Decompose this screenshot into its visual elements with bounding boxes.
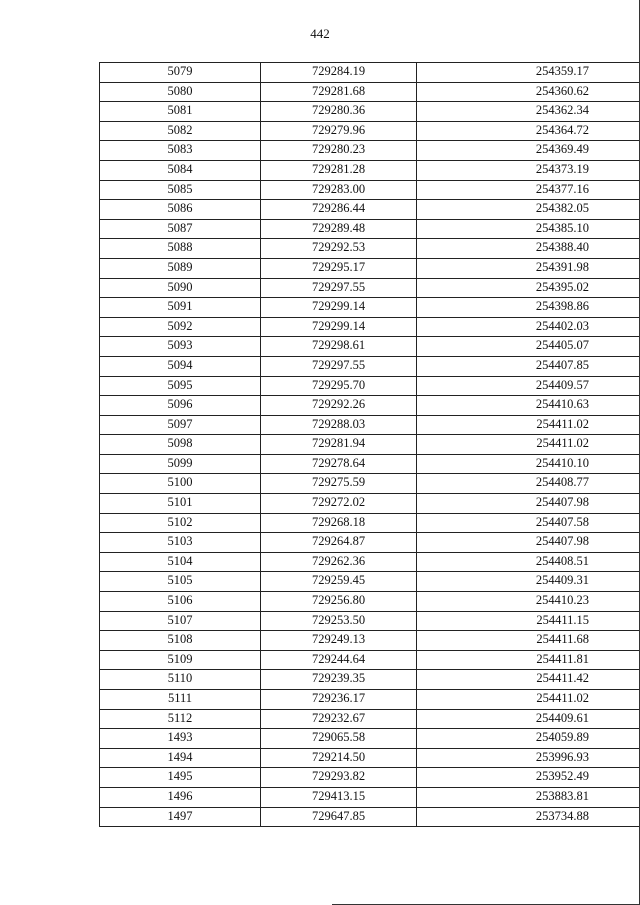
- table-row: [100, 631, 640, 651]
- table-row: [100, 709, 640, 729]
- table-row: [100, 787, 640, 807]
- x-coordinate-cell: 729295.17: [261, 258, 417, 278]
- x-coordinate-cell: 729286.44: [261, 200, 417, 220]
- table-row: [100, 533, 640, 553]
- table-row: [100, 63, 640, 83]
- table-row: [100, 200, 640, 220]
- point-id-cell: 5104: [100, 552, 261, 572]
- table-row: [100, 513, 640, 533]
- y-coordinate-cell: 254411.02: [417, 415, 640, 435]
- point-id-cell: 5084: [100, 160, 261, 180]
- x-coordinate-cell: 729275.59: [261, 474, 417, 494]
- y-coordinate-cell: 254411.02: [417, 435, 640, 455]
- page-number: 442: [310, 26, 330, 41]
- y-coordinate-cell: 253734.88: [417, 807, 640, 827]
- x-coordinate-cell: 729292.26: [261, 396, 417, 416]
- point-id-cell: 5107: [100, 611, 261, 631]
- y-coordinate-cell: 254411.68: [417, 631, 640, 651]
- x-coordinate-cell: 729253.50: [261, 611, 417, 631]
- x-coordinate-cell: 729249.13: [261, 631, 417, 651]
- x-coordinate-cell: 729244.64: [261, 650, 417, 670]
- x-coordinate-cell: 729214.50: [261, 748, 417, 768]
- y-coordinate-cell: 254402.03: [417, 317, 640, 337]
- y-coordinate-cell: 254407.98: [417, 494, 640, 514]
- x-coordinate-cell: 729292.53: [261, 239, 417, 259]
- table-row: [100, 592, 640, 612]
- x-coordinate-cell: 729298.61: [261, 337, 417, 357]
- x-coordinate-cell: 729295.70: [261, 376, 417, 396]
- point-id-cell: 5100: [100, 474, 261, 494]
- table-row: [100, 435, 640, 455]
- point-id-cell: 5109: [100, 650, 261, 670]
- table-row: [100, 317, 640, 337]
- point-id-cell: 5099: [100, 454, 261, 474]
- y-coordinate-cell: 254391.98: [417, 258, 640, 278]
- y-coordinate-cell: 253996.93: [417, 748, 640, 768]
- y-coordinate-cell: 254411.42: [417, 670, 640, 690]
- table-row: [100, 611, 640, 631]
- table-row: [100, 141, 640, 161]
- x-coordinate-cell: 729236.17: [261, 690, 417, 710]
- x-coordinate-cell: 729299.14: [261, 298, 417, 318]
- x-coordinate-cell: 729280.23: [261, 141, 417, 161]
- y-coordinate-cell: 254364.72: [417, 121, 640, 141]
- x-coordinate-cell: 729239.35: [261, 670, 417, 690]
- y-coordinate-cell: 254407.85: [417, 356, 640, 376]
- x-coordinate-cell: 729232.67: [261, 709, 417, 729]
- y-coordinate-cell: 254382.05: [417, 200, 640, 220]
- x-coordinate-cell: 729259.45: [261, 572, 417, 592]
- point-id-cell: 1496: [100, 787, 261, 807]
- table-row: [100, 376, 640, 396]
- table-row: [100, 474, 640, 494]
- x-coordinate-cell: 729281.68: [261, 82, 417, 102]
- table-row: [100, 258, 640, 278]
- table-row: [100, 239, 640, 259]
- point-id-cell: 5080: [100, 82, 261, 102]
- x-coordinate-cell: 729289.48: [261, 219, 417, 239]
- point-id-cell: 5083: [100, 141, 261, 161]
- table-row: [100, 180, 640, 200]
- x-coordinate-cell: 729280.36: [261, 102, 417, 122]
- y-coordinate-cell: 254411.15: [417, 611, 640, 631]
- coordinates-table-body: [100, 63, 640, 827]
- table-row: [100, 748, 640, 768]
- y-coordinate-cell: 253883.81: [417, 787, 640, 807]
- x-coordinate-cell: 729268.18: [261, 513, 417, 533]
- y-coordinate-cell: 254407.98: [417, 533, 640, 553]
- table-row: [100, 572, 640, 592]
- table-row: [100, 494, 640, 514]
- point-id-cell: 5093: [100, 337, 261, 357]
- point-id-cell: 5102: [100, 513, 261, 533]
- table-row: [100, 415, 640, 435]
- table-row: [100, 160, 640, 180]
- point-id-cell: 1493: [100, 729, 261, 749]
- point-id-cell: 5090: [100, 278, 261, 298]
- y-coordinate-cell: 254359.17: [417, 63, 640, 83]
- point-id-cell: 5082: [100, 121, 261, 141]
- table-row: [100, 337, 640, 357]
- table-row: [100, 650, 640, 670]
- point-id-cell: 5081: [100, 102, 261, 122]
- table-row: [100, 552, 640, 572]
- point-id-cell: 5101: [100, 494, 261, 514]
- point-id-cell: 5097: [100, 415, 261, 435]
- y-coordinate-cell: 254411.02: [417, 690, 640, 710]
- y-coordinate-cell: 254405.07: [417, 337, 640, 357]
- x-coordinate-cell: 729264.87: [261, 533, 417, 553]
- point-id-cell: 5088: [100, 239, 261, 259]
- point-id-cell: 5086: [100, 200, 261, 220]
- point-id-cell: 5108: [100, 631, 261, 651]
- y-coordinate-cell: 254395.02: [417, 278, 640, 298]
- y-coordinate-cell: 254411.81: [417, 650, 640, 670]
- table-row: [100, 768, 640, 788]
- x-coordinate-cell: 729281.28: [261, 160, 417, 180]
- table-row: [100, 298, 640, 318]
- table-row: [100, 454, 640, 474]
- x-coordinate-cell: 729278.64: [261, 454, 417, 474]
- y-coordinate-cell: 254409.61: [417, 709, 640, 729]
- x-coordinate-cell: 729297.55: [261, 356, 417, 376]
- table-row: [100, 690, 640, 710]
- x-coordinate-cell: 729256.80: [261, 592, 417, 612]
- table-row: [100, 121, 640, 141]
- point-id-cell: 5087: [100, 219, 261, 239]
- y-coordinate-cell: 254362.34: [417, 102, 640, 122]
- y-coordinate-cell: 254377.16: [417, 180, 640, 200]
- point-id-cell: 1497: [100, 807, 261, 827]
- x-coordinate-cell: 729279.96: [261, 121, 417, 141]
- y-coordinate-cell: 254410.63: [417, 396, 640, 416]
- point-id-cell: 5079: [100, 63, 261, 83]
- y-coordinate-cell: 254409.57: [417, 376, 640, 396]
- point-id-cell: 1495: [100, 768, 261, 788]
- point-id-cell: 5111: [100, 690, 261, 710]
- point-id-cell: 5092: [100, 317, 261, 337]
- table-row: [100, 807, 640, 827]
- point-id-cell: 5106: [100, 592, 261, 612]
- point-id-cell: 5094: [100, 356, 261, 376]
- table-row: [100, 356, 640, 376]
- y-coordinate-cell: 254410.10: [417, 454, 640, 474]
- y-coordinate-cell: 254373.19: [417, 160, 640, 180]
- y-coordinate-cell: 254409.31: [417, 572, 640, 592]
- x-coordinate-cell: 729281.94: [261, 435, 417, 455]
- table-row: [100, 82, 640, 102]
- x-coordinate-cell: 729297.55: [261, 278, 417, 298]
- point-id-cell: 5089: [100, 258, 261, 278]
- y-coordinate-cell: 254407.58: [417, 513, 640, 533]
- point-id-cell: 5091: [100, 298, 261, 318]
- x-coordinate-cell: 729288.03: [261, 415, 417, 435]
- y-coordinate-cell: 253952.49: [417, 768, 640, 788]
- x-coordinate-cell: 729272.02: [261, 494, 417, 514]
- y-coordinate-cell: 254059.89: [417, 729, 640, 749]
- point-id-cell: 1494: [100, 748, 261, 768]
- point-id-cell: 5096: [100, 396, 261, 416]
- table-row: [100, 219, 640, 239]
- y-coordinate-cell: 254385.10: [417, 219, 640, 239]
- point-id-cell: 5098: [100, 435, 261, 455]
- y-coordinate-cell: 254408.51: [417, 552, 640, 572]
- point-id-cell: 5105: [100, 572, 261, 592]
- y-coordinate-cell: 254410.23: [417, 592, 640, 612]
- point-id-cell: 5103: [100, 533, 261, 553]
- x-coordinate-cell: 729299.14: [261, 317, 417, 337]
- y-coordinate-cell: 254388.40: [417, 239, 640, 259]
- y-coordinate-cell: 254398.86: [417, 298, 640, 318]
- y-coordinate-cell: 254360.62: [417, 82, 640, 102]
- x-coordinate-cell: 729065.58: [261, 729, 417, 749]
- point-id-cell: 5095: [100, 376, 261, 396]
- x-coordinate-cell: 729262.36: [261, 552, 417, 572]
- table-row: [100, 278, 640, 298]
- x-coordinate-cell: 729647.85: [261, 807, 417, 827]
- point-id-cell: 5085: [100, 180, 261, 200]
- table-row: [100, 670, 640, 690]
- x-coordinate-cell: 729293.82: [261, 768, 417, 788]
- table-row: [100, 102, 640, 122]
- x-coordinate-cell: 729413.15: [261, 787, 417, 807]
- y-coordinate-cell: 254369.49: [417, 141, 640, 161]
- x-coordinate-cell: 729283.00: [261, 180, 417, 200]
- y-coordinate-cell: 254408.77: [417, 474, 640, 494]
- point-id-cell: 5112: [100, 709, 261, 729]
- table-row: [100, 396, 640, 416]
- point-id-cell: 5110: [100, 670, 261, 690]
- table-row: [100, 729, 640, 749]
- x-coordinate-cell: 729284.19: [261, 63, 417, 83]
- coordinates-table: [99, 62, 640, 827]
